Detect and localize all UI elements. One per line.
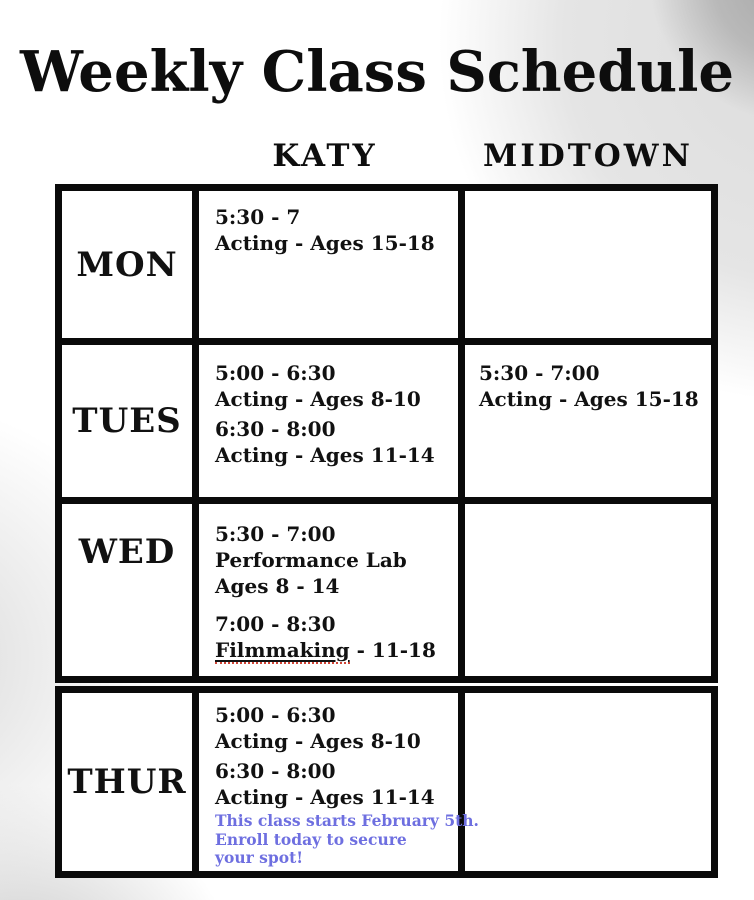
- class-entry: [479, 360, 703, 412]
- day-label-wed: WED: [62, 504, 199, 676]
- class-time: 5:00 - 6:30: [215, 361, 336, 385]
- schedule-row-wed: [55, 497, 718, 683]
- wed-midtown-cell: [465, 504, 711, 676]
- mon-midtown-cell: [465, 191, 711, 338]
- class-time: 6:30 - 8:00: [215, 759, 336, 783]
- column-header-katy: KATY: [272, 138, 378, 174]
- class-title-suffix: - 11-18: [349, 638, 436, 662]
- schedule-row-mon: [55, 184, 718, 345]
- class-time: 6:30 - 8:00: [215, 417, 336, 441]
- class-time: 5:00 - 6:30: [215, 703, 336, 727]
- enrollment-note: [215, 811, 479, 868]
- schedule-table: [55, 184, 718, 878]
- enrollment-note-line: Enroll today to secure: [215, 829, 407, 849]
- class-title: [215, 637, 450, 663]
- enrollment-note-line: your spot!: [215, 848, 304, 867]
- tues-katy-cell: [199, 345, 465, 497]
- thur-katy-cell: [199, 693, 479, 871]
- class-subtitle: Ages 8 - 14: [215, 574, 340, 598]
- page-title: Weekly Class Schedule: [19, 39, 735, 105]
- class-entry: [215, 521, 450, 599]
- schedule-row-tues: [55, 338, 718, 504]
- class-entry: [215, 702, 450, 754]
- tues-midtown-cell: [465, 345, 711, 497]
- class-entry: [215, 416, 450, 468]
- class-time: 5:30 - 7: [215, 205, 301, 229]
- class-entry: [215, 204, 450, 256]
- class-title: Acting - Ages 8-10: [215, 729, 421, 753]
- enrollment-note-line: This class starts February 5th.: [215, 811, 479, 830]
- class-title: Performance Lab: [215, 548, 407, 572]
- class-entry: [215, 611, 450, 663]
- thur-midtown-cell: [465, 693, 711, 871]
- day-label-mon: MON: [62, 191, 199, 338]
- mon-katy-cell: [199, 191, 465, 338]
- class-title: Acting - Ages 11-14: [215, 443, 435, 467]
- misspelled-word: Filmmaking: [215, 638, 350, 662]
- column-header-midtown: MIDTOWN: [483, 138, 693, 174]
- class-entry: [215, 360, 450, 412]
- class-entry: [215, 758, 450, 810]
- day-label-tues: TUES: [62, 345, 199, 497]
- class-title: Acting - Ages 15-18: [479, 387, 699, 411]
- location-header-row: [0, 138, 754, 172]
- day-label-thur: THUR: [62, 693, 199, 871]
- class-title: Acting - Ages 15-18: [215, 231, 435, 255]
- class-time: 5:30 - 7:00: [479, 361, 600, 385]
- class-title: Acting - Ages 11-14: [215, 785, 435, 809]
- class-title: Acting - Ages 8-10: [215, 387, 421, 411]
- schedule-row-thur: [55, 686, 718, 878]
- wed-katy-cell: [199, 504, 465, 676]
- class-time: 7:00 - 8:30: [215, 612, 336, 636]
- class-time: 5:30 - 7:00: [215, 522, 336, 546]
